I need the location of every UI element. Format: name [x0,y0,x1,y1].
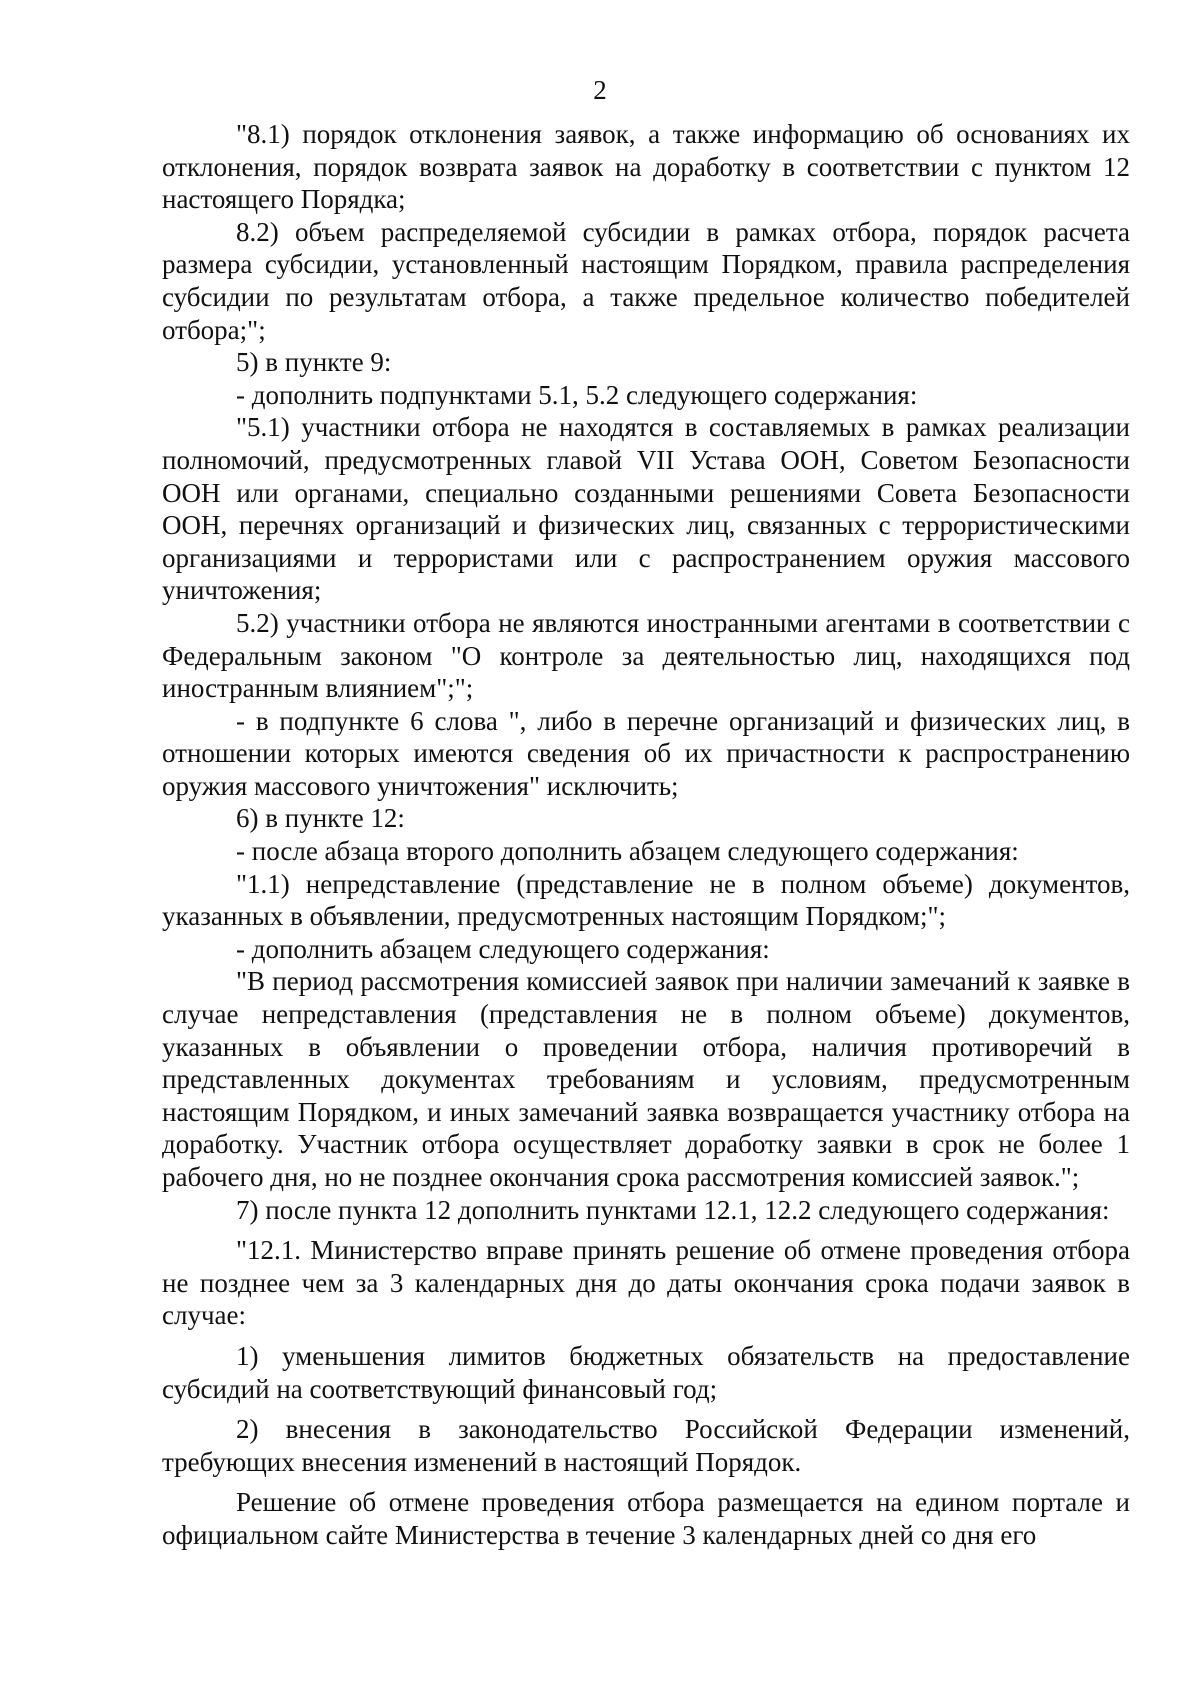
paragraph-5-2: 5.2) участники отбора не являются иностранными агентами в соответствии с Федеральным законом "О контроле за деятельностью лиц, находящихся под иностранным влиянием";"; [162,607,1130,704]
paragraph-item-5: 5) в пункте 9: [236,347,392,378]
paragraph-case-1: 1) уменьшения лимитов бюджетных обязательств на предоставление субсидий на соответствующий финансовый год; [162,1340,1130,1404]
paragraph-case-2: 2) внесения в законодательство Российской Федерации изменений, требующих внесения изменений в настоящий Порядок. [162,1414,1130,1477]
paragraph-subitem-6: - в подпункте 6 слова ", либо в перечне организаций и физических лиц, в отношении которых имеются сведения об их причастности к распространению оружия массового уничтожения" исключить; [162,705,1130,801]
paragraph-8-2: 8.2) объем распределяемой субсидии в рамках отбора, порядок расчета размера субсидии, установленный настоящим Порядком, правила распределения субсидии по результатам отбора, а также предельное количество победителей отбора;"; [162,216,1130,345]
paragraph-item-7: 7) после пункта 12 дополнить пунктами 12.1, 12.2 следующего содержания: [236,1194,1110,1225]
paragraph-5-1: "5.1) участники отбора не находятся в составляемых в рамках реализации полномочий, предусмотренных главой VII Устава ООН, Советом Безопасности ООН или органами, специально созданными решениями Совета Безопасности ООН, перечнях организаций и физических лиц, связанных с террористическими организациями и террористами или с распространением оружия массового уничтожения; [162,412,1130,606]
paragraph-8-1: "8.1) порядок отклонения заявок, а также информацию об основаниях их отклонения, порядок возврата заявок на доработку в соответствии с пунктом 12 настоящего Порядка; [162,119,1130,215]
page-number: 2 [593,75,607,105]
paragraph-item-6: 6) в пункте 12: [236,803,405,834]
paragraph-review-period: "В период рассмотрения комиссией заявок при наличии замечаний к заявке в случае непредставления (представления не в полном объеме) документов, указанных в объявлении о проведении отбора, наличия противоречий в представленных документах требованиям и условиям, предусмотренным настоящим Порядком, и иных замечаний заявка возвращается участнику отбора на доработку. Участник отбора осуществляет доработку заявки в срок не более 1 рабочего дня, но не позднее окончания срока рассмотрения комиссией заявок."; [162,966,1130,1192]
paragraph-add-abzats: - дополнить абзацем следующего содержания: [236,933,770,964]
paragraph-1-1: "1.1) непредставление (представление не в полном объеме) документов, указанных в объявлении, предусмотренных настоящим Порядком;"; [162,868,1130,932]
document-body [162,118,1130,1552]
paragraph-after-second: - после абзаца второго дополнить абзацем следующего содержания: [236,836,1019,867]
paragraph-decision: Решение об отмене проведения отбора размещается на едином портале и официальном сайте Министерства в течение 3 календарных дней со дня его [162,1487,1130,1550]
paragraph-12-1: "12.1. Министерство вправе принять решение об отмене проведения отбора не позднее чем за 3 календарных дня до даты окончания срока подачи заявок в случае: [162,1235,1130,1331]
paragraph-add-5-1-5-2: - дополнить подпунктами 5.1, 5.2 следующего содержания: [236,379,918,410]
